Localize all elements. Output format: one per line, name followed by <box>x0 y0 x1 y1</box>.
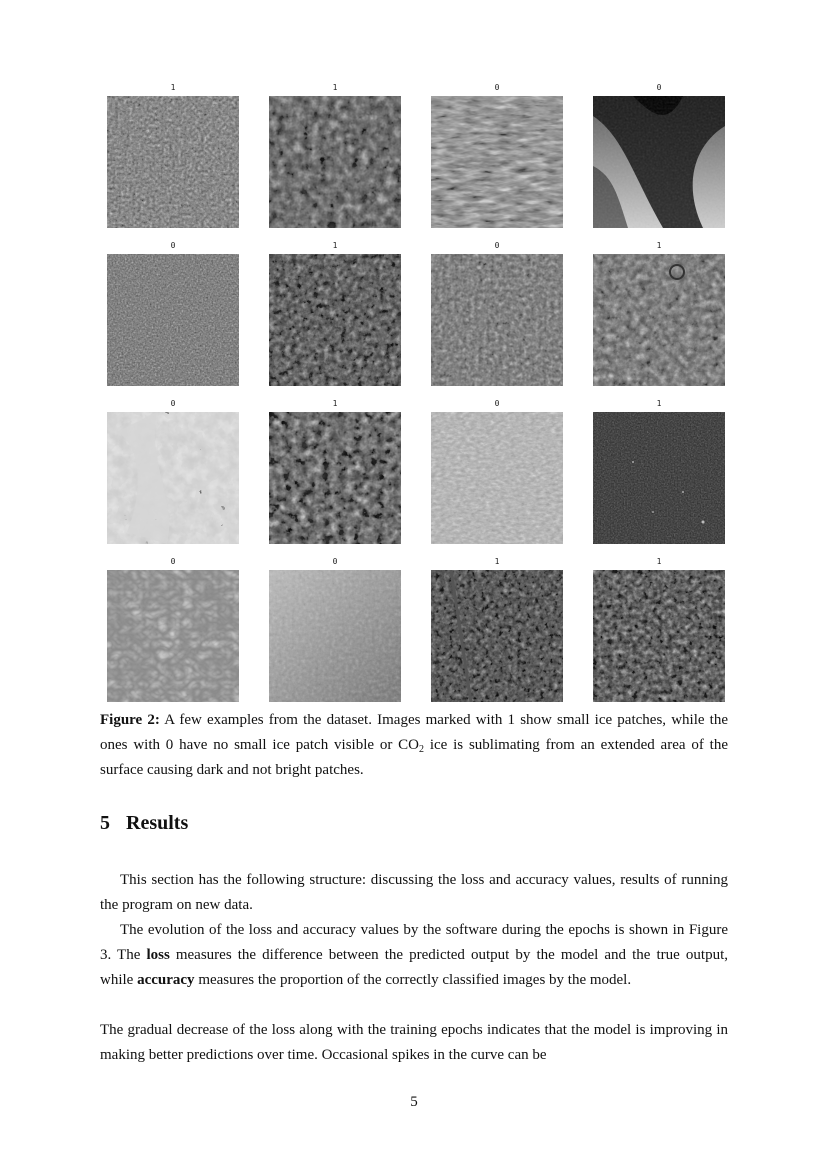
figure-cell <box>107 398 239 556</box>
image-label: 0 <box>170 557 176 566</box>
figure-cell <box>269 556 401 714</box>
terrain-image <box>593 412 725 544</box>
section-heading <box>100 812 188 835</box>
terrain-image <box>107 412 239 544</box>
page-number: 5 <box>410 1094 418 1110</box>
image-label: 1 <box>332 399 338 408</box>
figure-cell <box>431 82 563 240</box>
section-title: Results <box>126 812 189 834</box>
terrain-image <box>269 254 401 386</box>
image-label: 0 <box>494 241 500 250</box>
image-label: 0 <box>656 83 662 92</box>
terrain-image <box>431 570 563 702</box>
caption-subscript: 2 <box>419 744 425 755</box>
terrain-image <box>593 96 725 228</box>
image-label: 0 <box>494 399 500 408</box>
figure-cell <box>107 82 239 240</box>
image-label: 1 <box>656 399 662 408</box>
figure-cell <box>593 556 725 714</box>
image-label: 1 <box>656 241 662 250</box>
terrain-image <box>431 254 563 386</box>
text-run: The evolution of the loss and accuracy values by the software during the epochs is shown in Figure 3. The <box>100 922 728 963</box>
text-run: measures the proportion of the correctly classified images by the model. <box>194 972 632 988</box>
image-label: 1 <box>332 241 338 250</box>
figure-cell <box>593 82 725 240</box>
figure-caption <box>100 708 728 783</box>
image-label: 0 <box>332 557 338 566</box>
image-label: 1 <box>170 83 176 92</box>
image-label: 1 <box>656 557 662 566</box>
terrain-image <box>107 96 239 228</box>
terrain-image <box>593 570 725 702</box>
figure-cell <box>431 556 563 714</box>
figure-cell <box>107 556 239 714</box>
terrain-image <box>269 412 401 544</box>
image-label: 0 <box>170 241 176 250</box>
bold-term: accuracy <box>137 972 195 988</box>
section-number: 5 <box>100 812 110 834</box>
figure-2-grid <box>107 82 725 714</box>
image-label: 0 <box>170 399 176 408</box>
paragraph <box>100 918 728 993</box>
terrain-image <box>269 96 401 228</box>
figure-cell <box>593 240 725 398</box>
terrain-image <box>431 96 563 228</box>
text-run: measures the difference between the predicted output by the model and the true output, while <box>100 947 728 988</box>
image-label: 0 <box>494 83 500 92</box>
figure-cell <box>269 398 401 556</box>
figure-cell <box>431 398 563 556</box>
terrain-image <box>593 254 725 386</box>
figure-cell <box>269 240 401 398</box>
caption-text: A few examples from the dataset. Images marked with 1 show small ice patches, while the ones with 0 have no small ice patch visible or CO <box>100 712 728 753</box>
figure-cell <box>431 240 563 398</box>
figure-cell <box>107 240 239 398</box>
bold-term: loss <box>146 947 170 963</box>
caption-text-end: ice is sublimating from an extended area of the surface causing dark and not bright patches. <box>100 737 728 778</box>
paragraph: This section has the following structure: discussing the loss and accuracy values, results of running the program on new data. <box>100 872 728 913</box>
figure-cell <box>593 398 725 556</box>
terrain-image <box>107 570 239 702</box>
image-label: 1 <box>332 83 338 92</box>
paragraph: The gradual decrease of the loss along with the training epochs indicates that the model is improving in making better predictions over time. Occasional spikes in the curve can be <box>100 1022 728 1063</box>
terrain-image <box>269 570 401 702</box>
image-label: 1 <box>494 557 500 566</box>
figure-cell <box>269 82 401 240</box>
terrain-image <box>431 412 563 544</box>
terrain-image <box>107 254 239 386</box>
caption-label: Figure 2: <box>100 712 160 728</box>
